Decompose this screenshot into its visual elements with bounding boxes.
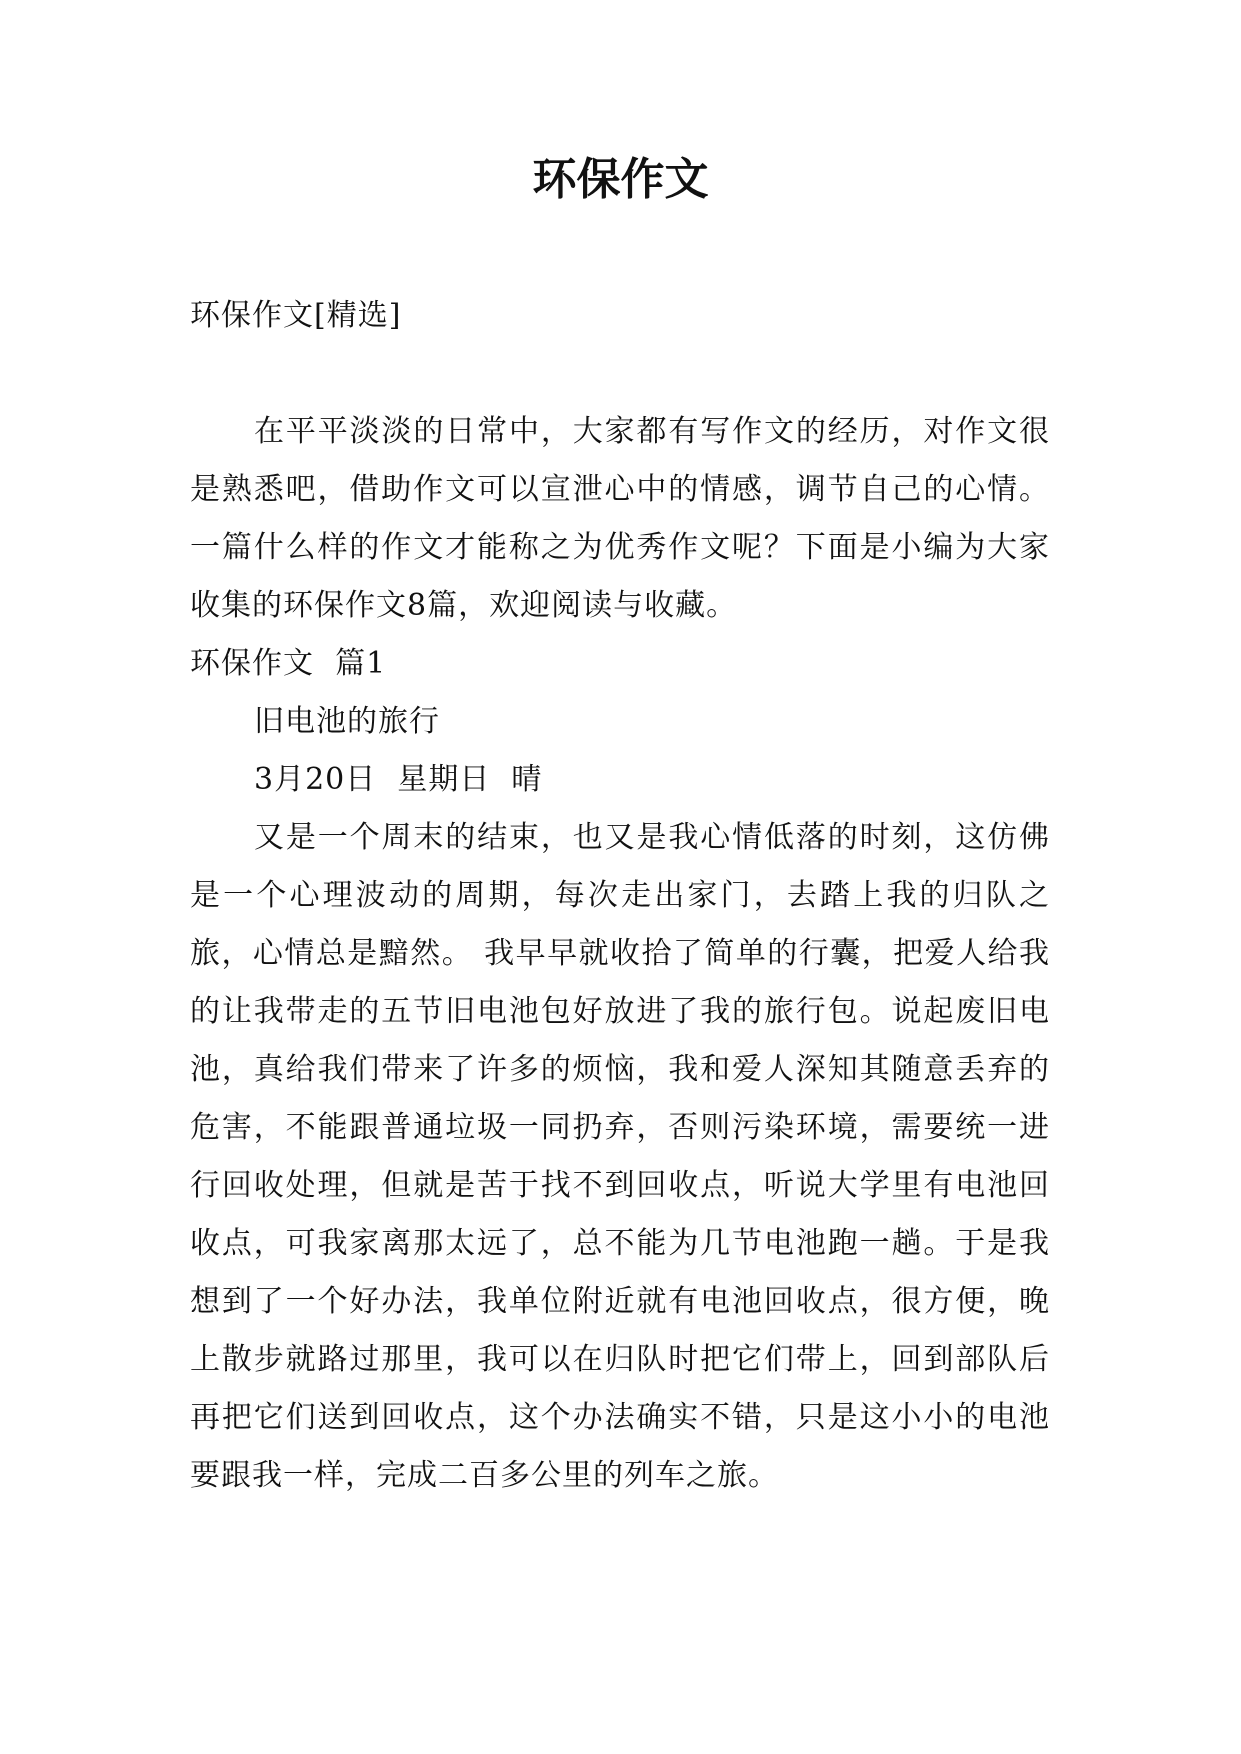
section-heading: 环保作文 篇1 (190, 646, 387, 681)
document-subtitle: 环保作文[精选] (190, 298, 402, 333)
document-title: 环保作文 (532, 154, 709, 205)
document-body (190, 287, 1050, 1505)
essay-date-line: 3月20日 星期日 晴 (254, 762, 543, 797)
intro-paragraph: 在平平淡淡的日常中，大家都有写作文的经历，对作文很是熟悉吧，借助作文可以宣泄心中的情感，调节自己的心情。一篇什么样的作文才能称之为优秀作文呢？下面是小编为大家收集的环保作文8篇，欢迎阅读与收藏。 (190, 414, 1050, 623)
essay-paragraph: 又是一个周末的结束，也又是我心情低落的时刻，这仿佛是一个心理波动的周期，每次走出家门，去踏上我的归队之旅，心情总是黯然。 我早早就收拾了简单的行囊，把爱人给我的让我带走的五节旧电池包好放进了我的旅行包。说起废旧电池，真给我们带来了许多的烦恼，我和爱人深知其随意丢弃的危害，不能跟普通垃圾一同扔弃，否则污染环境，需要统一进行回收处理，但就是苦于找不到回收点，听说大学里有电池回收点，可我家离那太远了，总不能为几节电池跑一趟。于是我想到了一个好办法，我单位附近就有电池回收点，很方便，晚上散步就路过那里，我可以在归队时把它们带上，回到部队后再把它们送到回收点，这个办法确实不错，只是这小小的电池要跟我一样，完成二百多公里的列车之旅。 (190, 820, 1050, 1493)
essay-title: 旧电池的旅行 (254, 704, 440, 739)
